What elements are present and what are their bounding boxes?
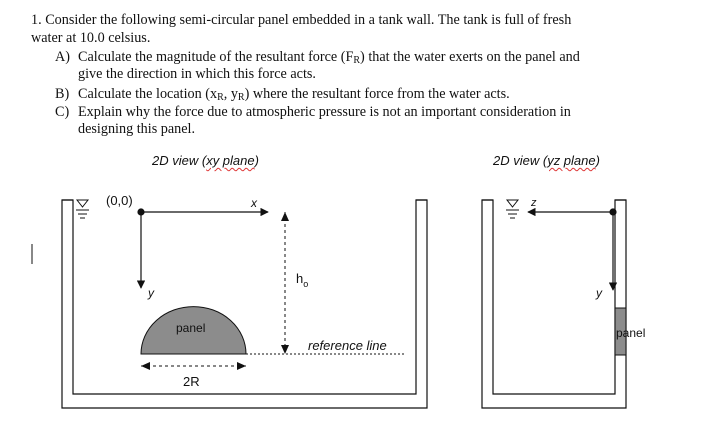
xy-title-pre: 2D view ( — [152, 153, 207, 168]
part-b-post: ) where the resultant force from the water acts. — [244, 86, 510, 102]
problem-line2-text: water at 10.0 celsius. — [31, 30, 151, 46]
part-a-label-text: A) — [55, 49, 70, 65]
depth-arrow-top — [281, 212, 289, 221]
yz-free-surface-icon — [506, 200, 519, 218]
reference-line-label: reference line — [308, 338, 387, 353]
yz-title-post: ) — [595, 153, 600, 168]
part-a-line1-post: ) that the water exerts on the panel and — [360, 49, 580, 65]
part-b-sub1: R — [217, 92, 224, 103]
origin-label: (0,0) — [106, 193, 133, 208]
part-b-mid: , y — [223, 86, 238, 102]
xy-tank — [62, 200, 427, 408]
xy-free-surface-icon — [76, 200, 89, 218]
xy-title-post: ) — [254, 153, 259, 168]
problem-line1-text: 1. Consider the following semi-circular panel embedded in a tank wall. The tank is full of fresh — [31, 12, 572, 28]
part-c-label-text: C) — [55, 104, 70, 120]
xy-tank-walls — [62, 200, 427, 408]
part-b-pre: Calculate the location (x — [78, 86, 218, 102]
part-b-sub2: R — [237, 92, 245, 103]
yz-tank-walls — [482, 200, 626, 408]
width-label: 2R — [183, 374, 200, 389]
yz-panel-label: panel — [616, 326, 646, 340]
yz-tank — [482, 200, 626, 408]
yz-title-pre: 2D view ( — [493, 153, 548, 168]
part-a-line1-pre: Calculate the magnitude of the resultant force (F — [78, 49, 354, 65]
part-b-label-text: B) — [55, 86, 70, 102]
part-a-line2-text: give the direction in which this force acts. — [78, 66, 316, 82]
xy-panel-label: panel — [176, 321, 206, 335]
y-axis-label: y — [148, 286, 154, 300]
xy-title-plane: xy plane — [206, 153, 255, 168]
z-axis-label: z — [531, 197, 537, 209]
yz-y-axis-label: y — [596, 286, 602, 300]
x-axis-label: x — [251, 196, 257, 210]
yz-title-plane: yz plane — [547, 153, 596, 168]
part-c-line1-text: Explain why the force due to atmospheric pressure is not an important consideration in — [78, 104, 571, 120]
width-arrow-right — [237, 362, 246, 370]
part-a-subscript: R — [353, 55, 361, 66]
part-c-line2-text: designing this panel. — [78, 121, 196, 137]
depth-arrow-bottom — [281, 345, 289, 354]
width-arrow-left — [141, 362, 150, 370]
depth-label: $h_o$ — [296, 271, 309, 289]
